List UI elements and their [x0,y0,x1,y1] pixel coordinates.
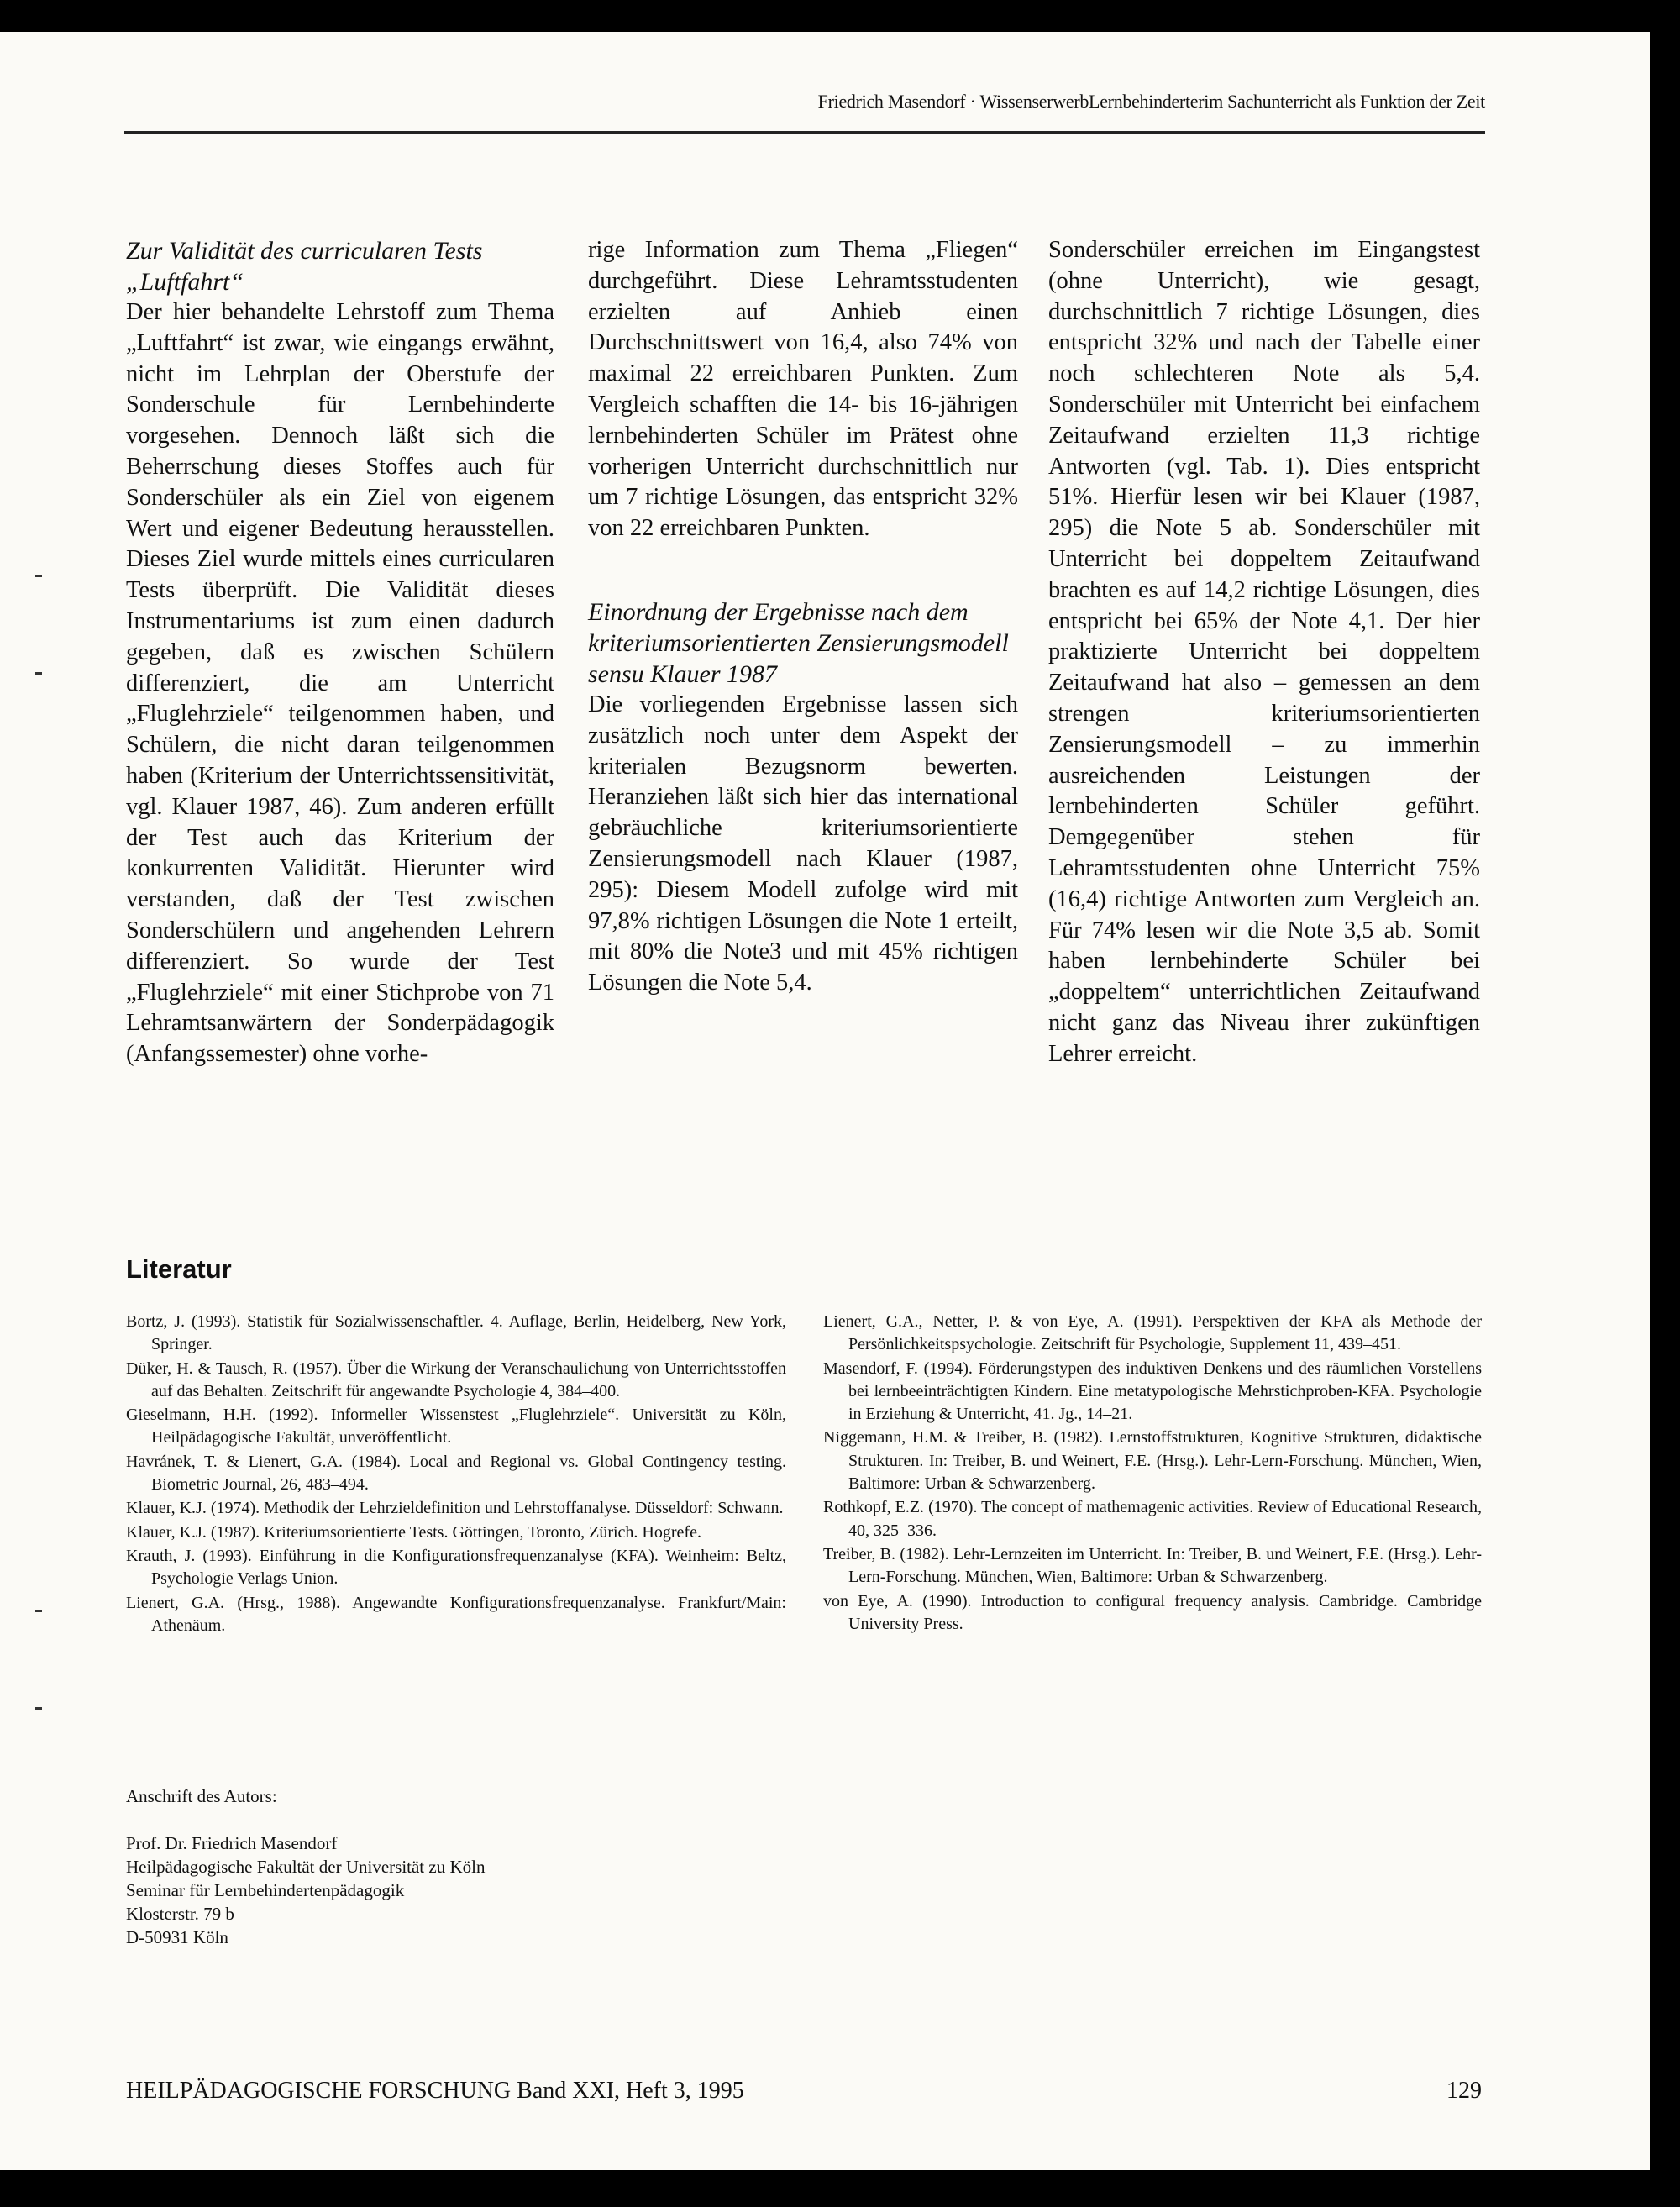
text-column-2 [588,235,1018,999]
reference-item: Krauth, J. (1993). Einführung in die Konfigurationsfrequenzanalyse (KFA). Weinheim: Beltz, Psychologie Verlags Union. [126,1546,786,1589]
reference-list-right [823,1311,1482,1637]
address-line: Prof. Dr. Friedrich Masendorf [126,1833,338,1853]
reference-item: Lienert, G.A., Netter, P. & von Eye, A. (1991). Perspektiven der KFA als Methode der Persönlichkeitspsychologie. Zeitschrift für Psychologie, Supplement 11, 439–451. [823,1312,1482,1354]
reference-item: Bortz, J. (1993). Statistik für Sozialwissenschaftler. 4. Auflage, Berlin, Heidelberg, New York, Springer. [126,1312,786,1354]
address-line: Heilpädagogische Fakultät der Universität zu Köln [126,1857,486,1877]
reference-item: Havránek, T. & Lienert, G.A. (1984). Local and Regional vs. Global Contingency testing. Biometric Journal, 26, 483–494. [126,1452,786,1495]
paragraph-results: Sonderschüler erreichen im Eingangstest (ohne Unterricht), wie gesagt, durchschnittlich 7 richtige Lösungen, dies entspricht 32% und nach der Tabelle einer noch schlechteren Note als 5,4. Sonderschüler mit Unterricht bei einfachem Zeitaufwand erzielten 11,3 richtige Antworten (vgl. Tab. 1). Dies entspricht 51%. Hierfür lesen wir bei Klauer (1987, 295) die Note 5 ab. Sonderschüler mit Unterricht bei doppeltem Zeitaufwand brachten es auf 14,2 richtige Lösungen, dies entspricht bei 65% der Note 4,1. Der hier praktizierte Unterricht bei doppeltem Zeitaufwand hat also – gemessen an dem strengen kriteriumsorientierten Zensierungsmodell – zu immerhin ausreichenden Leistungen der lernbehinderten Schüler geführt. Demgegenüber stehen für Lehramtsstudenten ohne Unterricht 75% (16,4) richtige Antworten zum Vergleich an. Für 74% lesen wir die Note 3,5 ab. Somit haben lernbehinderte Schüler bei „doppeltem“ unterrichtlichen Zeitaufwand nicht ganz das Niveau ihrer zukünftigen Lehrer erreicht. [1048,237,1480,1067]
scan-edge-mark [35,1610,42,1612]
address-line: Klosterstr. 79 b [126,1904,234,1924]
reference-item: Rothkopf, E.Z. (1970). The concept of mathemagenic activities. Review of Educational Research, 40, 325–336. [823,1498,1482,1540]
reference-list-left [126,1311,786,1638]
paragraph-continuation: rige Information zum Thema „Fliegen“ durchgeführt. Diese Lehramtsstudenten erzielten auf Anhieb einen Durchschnittswert von 16,4, also 74% von maximal 22 erreichbaren Punkten. Zum Vergleich schafften die 14- bis 16-jährigen lernbehinderten Schüler im Prätest ohne vorherigen Unterricht durchschnittlich nur um 7 richtige Lösungen, das entspricht 32% von 22 erreichbaren Punkten. [588,237,1018,542]
section-heading-classification: Einordnung der Ergebnisse nach dem kriteriumsorientierten Zensierungsmodell sensu Klauer 1987 [588,597,1009,688]
reference-item: Klauer, K.J. (1987). Kriteriumsorientierte Tests. Göttingen, Toronto, Zürich. Hogrefe. [126,1522,701,1542]
author-address [126,1784,485,1949]
reference-item: Klauer, K.J. (1974). Methodik der Lehrzieldefinition und Lehrstoffanalyse. Düsseldorf: Schwann. [126,1499,784,1518]
header-rule [124,131,1485,134]
scan-edge-mark [35,1707,42,1710]
page-sheet [0,32,1650,2170]
address-label: Anschrift des Autors: [126,1786,277,1806]
scan-edge-mark [35,575,42,577]
literature-heading: Literatur [126,1254,232,1284]
reference-item: Düker, H. & Tausch, R. (1957). Über die Wirkung der Veranschaulichung von Unterrichtsstoffen auf das Behalten. Zeitschrift für angewandte Psychologie 4, 384–400. [126,1358,786,1400]
address-line: Seminar für Lernbehindertenpädagogik [126,1880,405,1900]
reference-item: Treiber, B. (1982). Lehr-Lernzeiten im Unterricht. In: Treiber, B. und Weinert, F.E. (Hrsg.). Lehr-Lern-Forschung. München, Wien, Baltimore: Urban & Schwarzenberg. [823,1544,1482,1587]
reference-item: von Eye, A. (1990). Introduction to configural frequency analysis. Cambridge. Cambridge University Press. [823,1591,1482,1633]
paragraph-validity: Der hier behandelte Lehrstoff zum Thema „Luftfahrt“ ist zwar, wie eingangs erwähnt, nicht im Lehrplan der Oberstufe der Sonderschule für Lernbehinderte vorgesehen. Dennoch läßt sich die Beherrschung dieses Stoffes auch für Sonderschüler als ein Ziel von eigenem Wert und eigener Bedeutung herausstellen. Dieses Ziel wurde mittels eines curricularen Tests überprüft. Die Validität dieses Instrumentariums ist zum einen dadurch gegeben, daß es zwischen Schülern differenziert, die am Unterricht „Fluglehrziele“ teilgenommen haben, und Schülern, die nicht daran teilgenommen haben (Kriterium der Unterrichtssensitivität, vgl. Klauer 1987, 46). Zum anderen erfüllt der Test auch das Kriterium der konkurrenten Validität. Hierunter wird verstanden, daß der Test zwischen Sonderschülern und angehenden Lehrern differenziert. So wurde der Test „Fluglehrziele“ mit einer Stichprobe von 71 Lehramtsanwärtern der Sonderpädagogik (Anfangssemester) ohne vorhe- [126,299,554,1068]
running-header: Friedrich Masendorf · WissenserwerbLernbehinderterim Sachunterricht als Funktion der Zeit [817,91,1485,112]
reference-item: Masendorf, F. (1994). Förderungstypen des induktiven Denkens und des räumlichen Vorstellens bei lernbeeinträchtigten Kindern. Eine metatypologische Mehrstichproben-KFA. Psychologie in Erziehung & Unterricht, 41. Jg., 14–21. [823,1358,1482,1424]
scan-edge-mark [35,672,42,675]
text-column-1 [126,235,554,1070]
journal-citation: HEILPÄDAGOGISCHE FORSCHUNG Band XXI, Heft 3, 1995 [126,2078,744,2104]
reference-item: Lienert, G.A. (Hrsg., 1988). Angewandte Konfigurationsfrequenzanalyse. Frankfurt/Main: Athenäum. [126,1593,786,1635]
reference-item: Gieselmann, H.H. (1992). Informeller Wissenstest „Fluglehrziele“. Universität zu Köln, Heilpädagogische Fakultät, unveröffentlicht. [126,1406,786,1448]
reference-item: Niggemann, H.M. & Treiber, B. (1982). Lernstoffstrukturen, Kognitive Strukturen, didaktische Strukturen. In: Treiber, B. und Weinert, F.E. (Hrsg.). Lehr-Lern-Forschung. München, Wien, Baltimore: Urban & Schwarzenberg. [823,1428,1482,1494]
address-line: D-50931 Köln [126,1927,228,1947]
text-column-3 [1048,235,1480,1070]
section-heading-validity: Zur Validität des curricularen Tests „Luftfahrt“ [126,237,483,296]
page-number: 129 [1446,2078,1482,2104]
paragraph-classification: Die vorliegenden Ergebnisse lassen sich zusätzlich noch unter dem Aspekt der kriterialen Bezugsnorm bewerten. Heranziehen läßt sich hier das international gebräuchliche kriteriumsorientierte Zensierungsmodell nach Klauer (1987, 295): Diesem Modell zufolge wird mit 97,8% richtigen Lösungen die Note 1 erteilt, mit 80% die Note3 und mit 45% richtigen Lösungen die Note 5,4. [588,691,1018,996]
